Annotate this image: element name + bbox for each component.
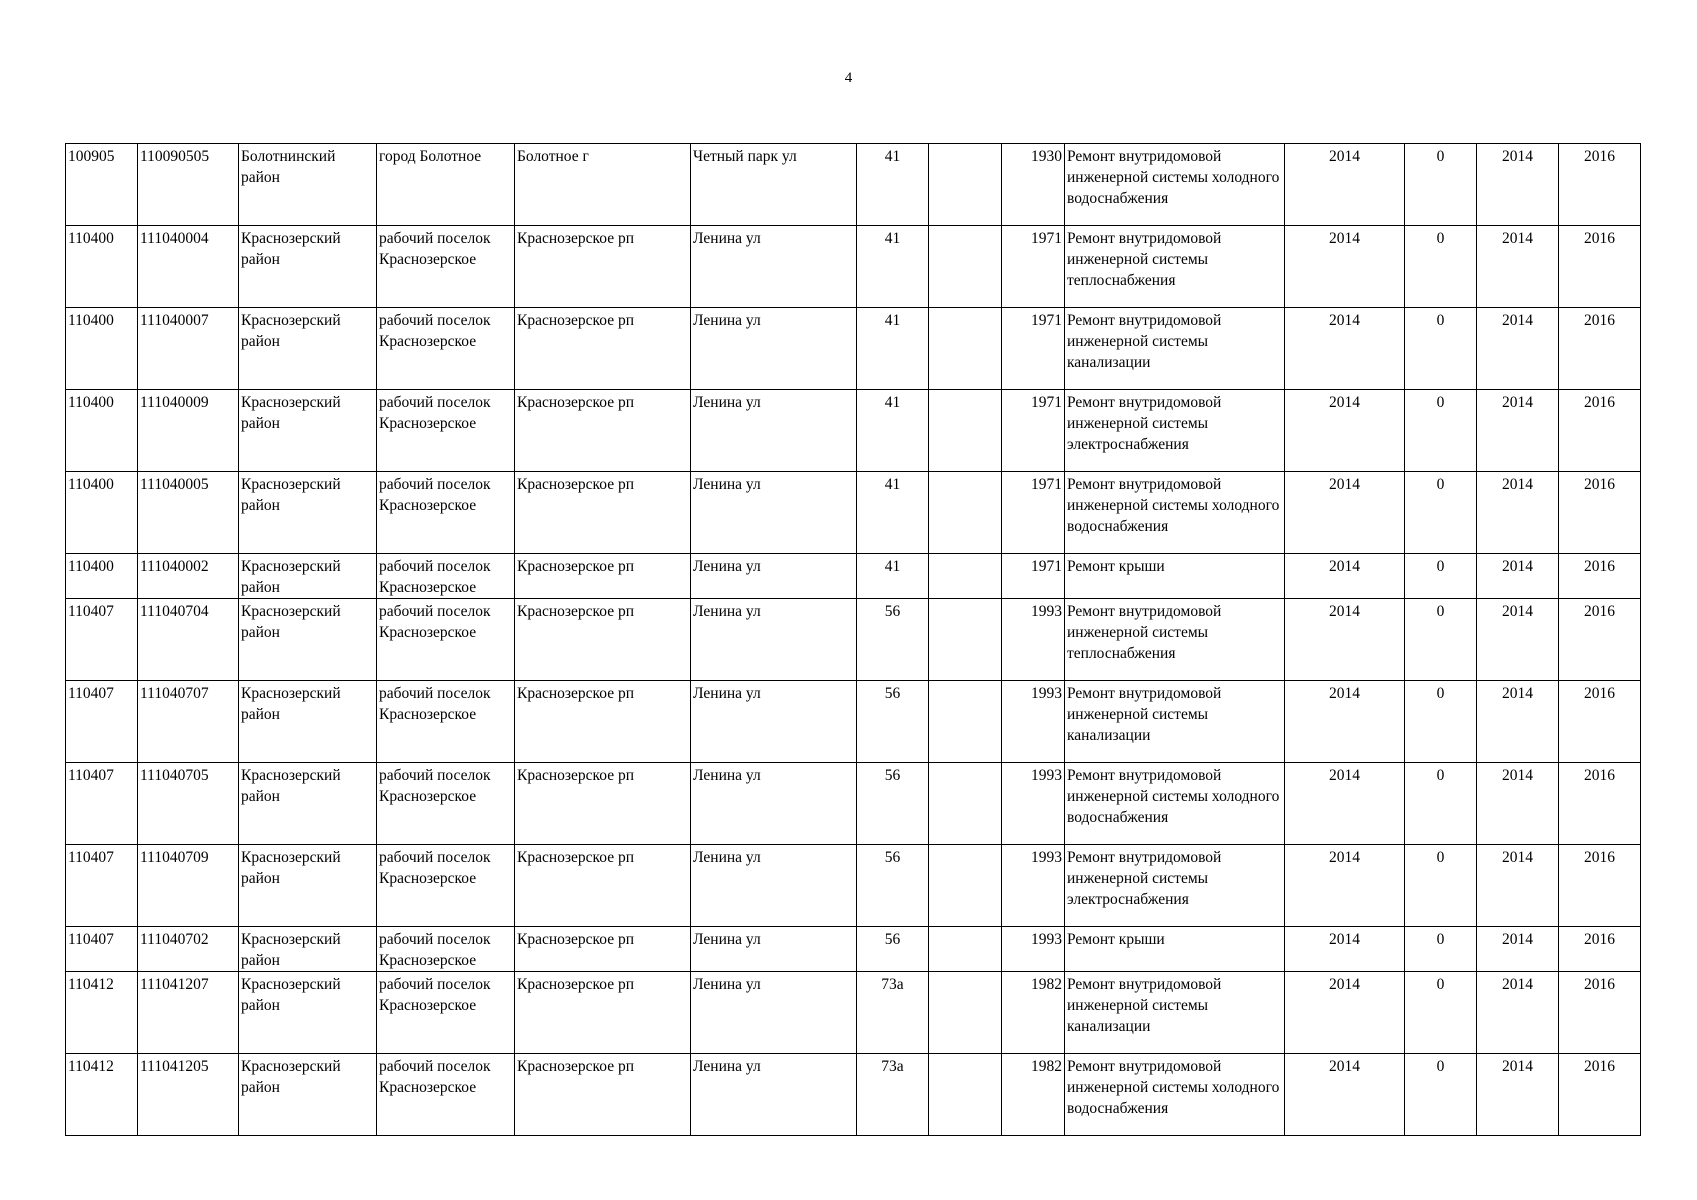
table-row <box>66 972 1641 1054</box>
cell-work-type: Ремонт крыши <box>1065 554 1285 599</box>
cell-street: Четный парк ул <box>691 144 857 226</box>
cell-code: 110400 <box>66 226 138 308</box>
cell-street: Ленина ул <box>691 972 857 1054</box>
cell-settlement: Краснозерское рп <box>515 472 691 554</box>
cell-end-year: 2016 <box>1559 308 1641 390</box>
cell-start-year: 2014 <box>1477 763 1559 845</box>
cell-municipality: рабочий поселок Краснозерское <box>377 472 515 554</box>
cell-work-type: Ремонт внутридомовой инженерной системы холодного водоснабжения <box>1065 1054 1285 1136</box>
cell-plan-year: 2014 <box>1285 390 1405 472</box>
cell-id: 111040705 <box>138 763 239 845</box>
cell-year-built: 1993 <box>1002 845 1065 927</box>
cell-start-year: 2014 <box>1477 308 1559 390</box>
cell-municipality: рабочий поселок Краснозерское <box>377 763 515 845</box>
cell-work-type: Ремонт внутридомовой инженерной системы холодного водоснабжения <box>1065 472 1285 554</box>
cell-house-number: 41 <box>857 226 929 308</box>
cell-district: Краснозерский район <box>239 972 377 1054</box>
cell-house-number: 56 <box>857 845 929 927</box>
cell-start-year: 2014 <box>1477 1054 1559 1136</box>
cell-id: 111040005 <box>138 472 239 554</box>
repair-schedule-table <box>65 143 1641 1136</box>
cell-building <box>929 554 1002 599</box>
cell-district: Краснозерский район <box>239 1054 377 1136</box>
cell-building <box>929 1054 1002 1136</box>
cell-start-year: 2014 <box>1477 390 1559 472</box>
cell-house-number: 41 <box>857 390 929 472</box>
cell-plan-year: 2014 <box>1285 681 1405 763</box>
cell-plan-year: 2014 <box>1285 472 1405 554</box>
cell-street: Ленина ул <box>691 554 857 599</box>
cell-house-number: 41 <box>857 554 929 599</box>
cell-house-number: 41 <box>857 144 929 226</box>
cell-start-year: 2014 <box>1477 472 1559 554</box>
cell-plan-year: 2014 <box>1285 1054 1405 1136</box>
table-row <box>66 927 1641 972</box>
cell-value: 0 <box>1405 845 1477 927</box>
cell-building <box>929 927 1002 972</box>
cell-id: 111040004 <box>138 226 239 308</box>
cell-municipality: рабочий поселок Краснозерское <box>377 226 515 308</box>
cell-settlement: Краснозерское рп <box>515 390 691 472</box>
table-row <box>66 554 1641 599</box>
cell-end-year: 2016 <box>1559 845 1641 927</box>
cell-value: 0 <box>1405 927 1477 972</box>
cell-end-year: 2016 <box>1559 472 1641 554</box>
cell-start-year: 2014 <box>1477 681 1559 763</box>
cell-year-built: 1971 <box>1002 472 1065 554</box>
cell-municipality: рабочий поселок Краснозерское <box>377 927 515 972</box>
cell-value: 0 <box>1405 599 1477 681</box>
table-row <box>66 763 1641 845</box>
table-row <box>66 845 1641 927</box>
cell-value: 0 <box>1405 1054 1477 1136</box>
table-row <box>66 308 1641 390</box>
cell-building <box>929 390 1002 472</box>
cell-end-year: 2016 <box>1559 390 1641 472</box>
cell-plan-year: 2014 <box>1285 763 1405 845</box>
table-row <box>66 681 1641 763</box>
cell-code: 110400 <box>66 390 138 472</box>
cell-plan-year: 2014 <box>1285 226 1405 308</box>
cell-id: 111040702 <box>138 927 239 972</box>
cell-start-year: 2014 <box>1477 972 1559 1054</box>
cell-street: Ленина ул <box>691 390 857 472</box>
cell-street: Ленина ул <box>691 599 857 681</box>
cell-street: Ленина ул <box>691 845 857 927</box>
cell-plan-year: 2014 <box>1285 308 1405 390</box>
cell-id: 110090505 <box>138 144 239 226</box>
cell-plan-year: 2014 <box>1285 599 1405 681</box>
cell-end-year: 2016 <box>1559 1054 1641 1136</box>
cell-house-number: 56 <box>857 927 929 972</box>
cell-street: Ленина ул <box>691 681 857 763</box>
cell-start-year: 2014 <box>1477 554 1559 599</box>
cell-street: Ленина ул <box>691 1054 857 1136</box>
cell-district: Краснозерский район <box>239 308 377 390</box>
cell-settlement: Краснозерское рп <box>515 226 691 308</box>
cell-code: 110400 <box>66 308 138 390</box>
cell-building <box>929 681 1002 763</box>
cell-district: Краснозерский район <box>239 599 377 681</box>
table-row <box>66 1054 1641 1136</box>
cell-house-number: 41 <box>857 472 929 554</box>
cell-end-year: 2016 <box>1559 554 1641 599</box>
cell-id: 111040707 <box>138 681 239 763</box>
cell-street: Ленина ул <box>691 472 857 554</box>
cell-year-built: 1993 <box>1002 599 1065 681</box>
cell-work-type: Ремонт внутридомовой инженерной системы канализации <box>1065 681 1285 763</box>
cell-start-year: 2014 <box>1477 927 1559 972</box>
cell-value: 0 <box>1405 972 1477 1054</box>
cell-code: 110407 <box>66 763 138 845</box>
cell-district: Краснозерский район <box>239 763 377 845</box>
cell-year-built: 1993 <box>1002 763 1065 845</box>
cell-settlement: Краснозерское рп <box>515 681 691 763</box>
cell-settlement: Краснозерское рп <box>515 1054 691 1136</box>
cell-value: 0 <box>1405 681 1477 763</box>
cell-year-built: 1982 <box>1002 1054 1065 1136</box>
cell-plan-year: 2014 <box>1285 554 1405 599</box>
cell-id: 111040009 <box>138 390 239 472</box>
cell-settlement: Краснозерское рп <box>515 554 691 599</box>
cell-house-number: 41 <box>857 308 929 390</box>
cell-building <box>929 472 1002 554</box>
cell-year-built: 1993 <box>1002 927 1065 972</box>
cell-id: 111040704 <box>138 599 239 681</box>
cell-value: 0 <box>1405 472 1477 554</box>
cell-building <box>929 763 1002 845</box>
table-row <box>66 472 1641 554</box>
cell-district: Краснозерский район <box>239 845 377 927</box>
cell-value: 0 <box>1405 390 1477 472</box>
cell-municipality: рабочий поселок Краснозерское <box>377 845 515 927</box>
cell-year-built: 1930 <box>1002 144 1065 226</box>
cell-code: 110412 <box>66 972 138 1054</box>
cell-work-type: Ремонт внутридомовой инженерной системы электроснабжения <box>1065 390 1285 472</box>
cell-year-built: 1971 <box>1002 308 1065 390</box>
cell-building <box>929 845 1002 927</box>
cell-settlement: Краснозерское рп <box>515 845 691 927</box>
cell-start-year: 2014 <box>1477 599 1559 681</box>
cell-code: 100905 <box>66 144 138 226</box>
cell-district: Краснозерский район <box>239 554 377 599</box>
cell-street: Ленина ул <box>691 308 857 390</box>
cell-district: Краснозерский район <box>239 390 377 472</box>
cell-settlement: Краснозерское рп <box>515 599 691 681</box>
cell-start-year: 2014 <box>1477 226 1559 308</box>
cell-work-type: Ремонт крыши <box>1065 927 1285 972</box>
cell-value: 0 <box>1405 226 1477 308</box>
cell-start-year: 2014 <box>1477 845 1559 927</box>
cell-settlement: Болотное г <box>515 144 691 226</box>
cell-municipality: рабочий поселок Краснозерское <box>377 681 515 763</box>
cell-plan-year: 2014 <box>1285 845 1405 927</box>
cell-code: 110412 <box>66 1054 138 1136</box>
cell-municipality: город Болотное <box>377 144 515 226</box>
cell-house-number: 56 <box>857 763 929 845</box>
cell-code: 110407 <box>66 845 138 927</box>
cell-end-year: 2016 <box>1559 927 1641 972</box>
cell-year-built: 1993 <box>1002 681 1065 763</box>
cell-work-type: Ремонт внутридомовой инженерной системы теплоснабжения <box>1065 226 1285 308</box>
cell-start-year: 2014 <box>1477 144 1559 226</box>
cell-value: 0 <box>1405 763 1477 845</box>
cell-municipality: рабочий поселок Краснозерское <box>377 308 515 390</box>
cell-code: 110407 <box>66 681 138 763</box>
cell-plan-year: 2014 <box>1285 927 1405 972</box>
cell-end-year: 2016 <box>1559 226 1641 308</box>
cell-district: Краснозерский район <box>239 681 377 763</box>
cell-code: 110400 <box>66 472 138 554</box>
cell-end-year: 2016 <box>1559 599 1641 681</box>
cell-work-type: Ремонт внутридомовой инженерной системы холодного водоснабжения <box>1065 763 1285 845</box>
page-number: 4 <box>844 70 853 86</box>
cell-end-year: 2016 <box>1559 972 1641 1054</box>
cell-year-built: 1971 <box>1002 554 1065 599</box>
cell-building <box>929 308 1002 390</box>
cell-id: 111041207 <box>138 972 239 1054</box>
cell-municipality: рабочий поселок Краснозерское <box>377 972 515 1054</box>
cell-work-type: Ремонт внутридомовой инженерной системы холодного водоснабжения <box>1065 144 1285 226</box>
cell-municipality: рабочий поселок Краснозерское <box>377 1054 515 1136</box>
cell-id: 111040709 <box>138 845 239 927</box>
cell-end-year: 2016 <box>1559 144 1641 226</box>
cell-plan-year: 2014 <box>1285 144 1405 226</box>
cell-work-type: Ремонт внутридомовой инженерной системы канализации <box>1065 308 1285 390</box>
cell-end-year: 2016 <box>1559 681 1641 763</box>
cell-street: Ленина ул <box>691 763 857 845</box>
cell-district: Краснозерский район <box>239 927 377 972</box>
cell-municipality: рабочий поселок Краснозерское <box>377 554 515 599</box>
cell-id: 111041205 <box>138 1054 239 1136</box>
cell-year-built: 1971 <box>1002 226 1065 308</box>
cell-code: 110407 <box>66 599 138 681</box>
cell-id: 111040007 <box>138 308 239 390</box>
cell-id: 111040002 <box>138 554 239 599</box>
cell-house-number: 56 <box>857 681 929 763</box>
cell-work-type: Ремонт внутридомовой инженерной системы теплоснабжения <box>1065 599 1285 681</box>
cell-house-number: 56 <box>857 599 929 681</box>
cell-settlement: Краснозерское рп <box>515 308 691 390</box>
cell-settlement: Краснозерское рп <box>515 927 691 972</box>
cell-district: Болотнинский район <box>239 144 377 226</box>
table-row <box>66 144 1641 226</box>
cell-work-type: Ремонт внутридомовой инженерной системы канализации <box>1065 972 1285 1054</box>
cell-building <box>929 599 1002 681</box>
cell-value: 0 <box>1405 554 1477 599</box>
cell-end-year: 2016 <box>1559 763 1641 845</box>
table-row <box>66 599 1641 681</box>
cell-building <box>929 144 1002 226</box>
cell-year-built: 1982 <box>1002 972 1065 1054</box>
cell-building <box>929 226 1002 308</box>
cell-building <box>929 972 1002 1054</box>
cell-house-number: 73а <box>857 1054 929 1136</box>
cell-settlement: Краснозерское рп <box>515 972 691 1054</box>
cell-street: Ленина ул <box>691 226 857 308</box>
cell-code: 110400 <box>66 554 138 599</box>
cell-street: Ленина ул <box>691 927 857 972</box>
cell-settlement: Краснозерское рп <box>515 763 691 845</box>
cell-district: Краснозерский район <box>239 472 377 554</box>
cell-year-built: 1971 <box>1002 390 1065 472</box>
cell-municipality: рабочий поселок Краснозерское <box>377 599 515 681</box>
cell-district: Краснозерский район <box>239 226 377 308</box>
cell-house-number: 73а <box>857 972 929 1054</box>
cell-work-type: Ремонт внутридомовой инженерной системы электроснабжения <box>1065 845 1285 927</box>
table-body <box>66 144 1641 1136</box>
cell-value: 0 <box>1405 308 1477 390</box>
cell-code: 110407 <box>66 927 138 972</box>
cell-municipality: рабочий поселок Краснозерское <box>377 390 515 472</box>
table-row <box>66 390 1641 472</box>
cell-value: 0 <box>1405 144 1477 226</box>
cell-plan-year: 2014 <box>1285 972 1405 1054</box>
table-row <box>66 226 1641 308</box>
